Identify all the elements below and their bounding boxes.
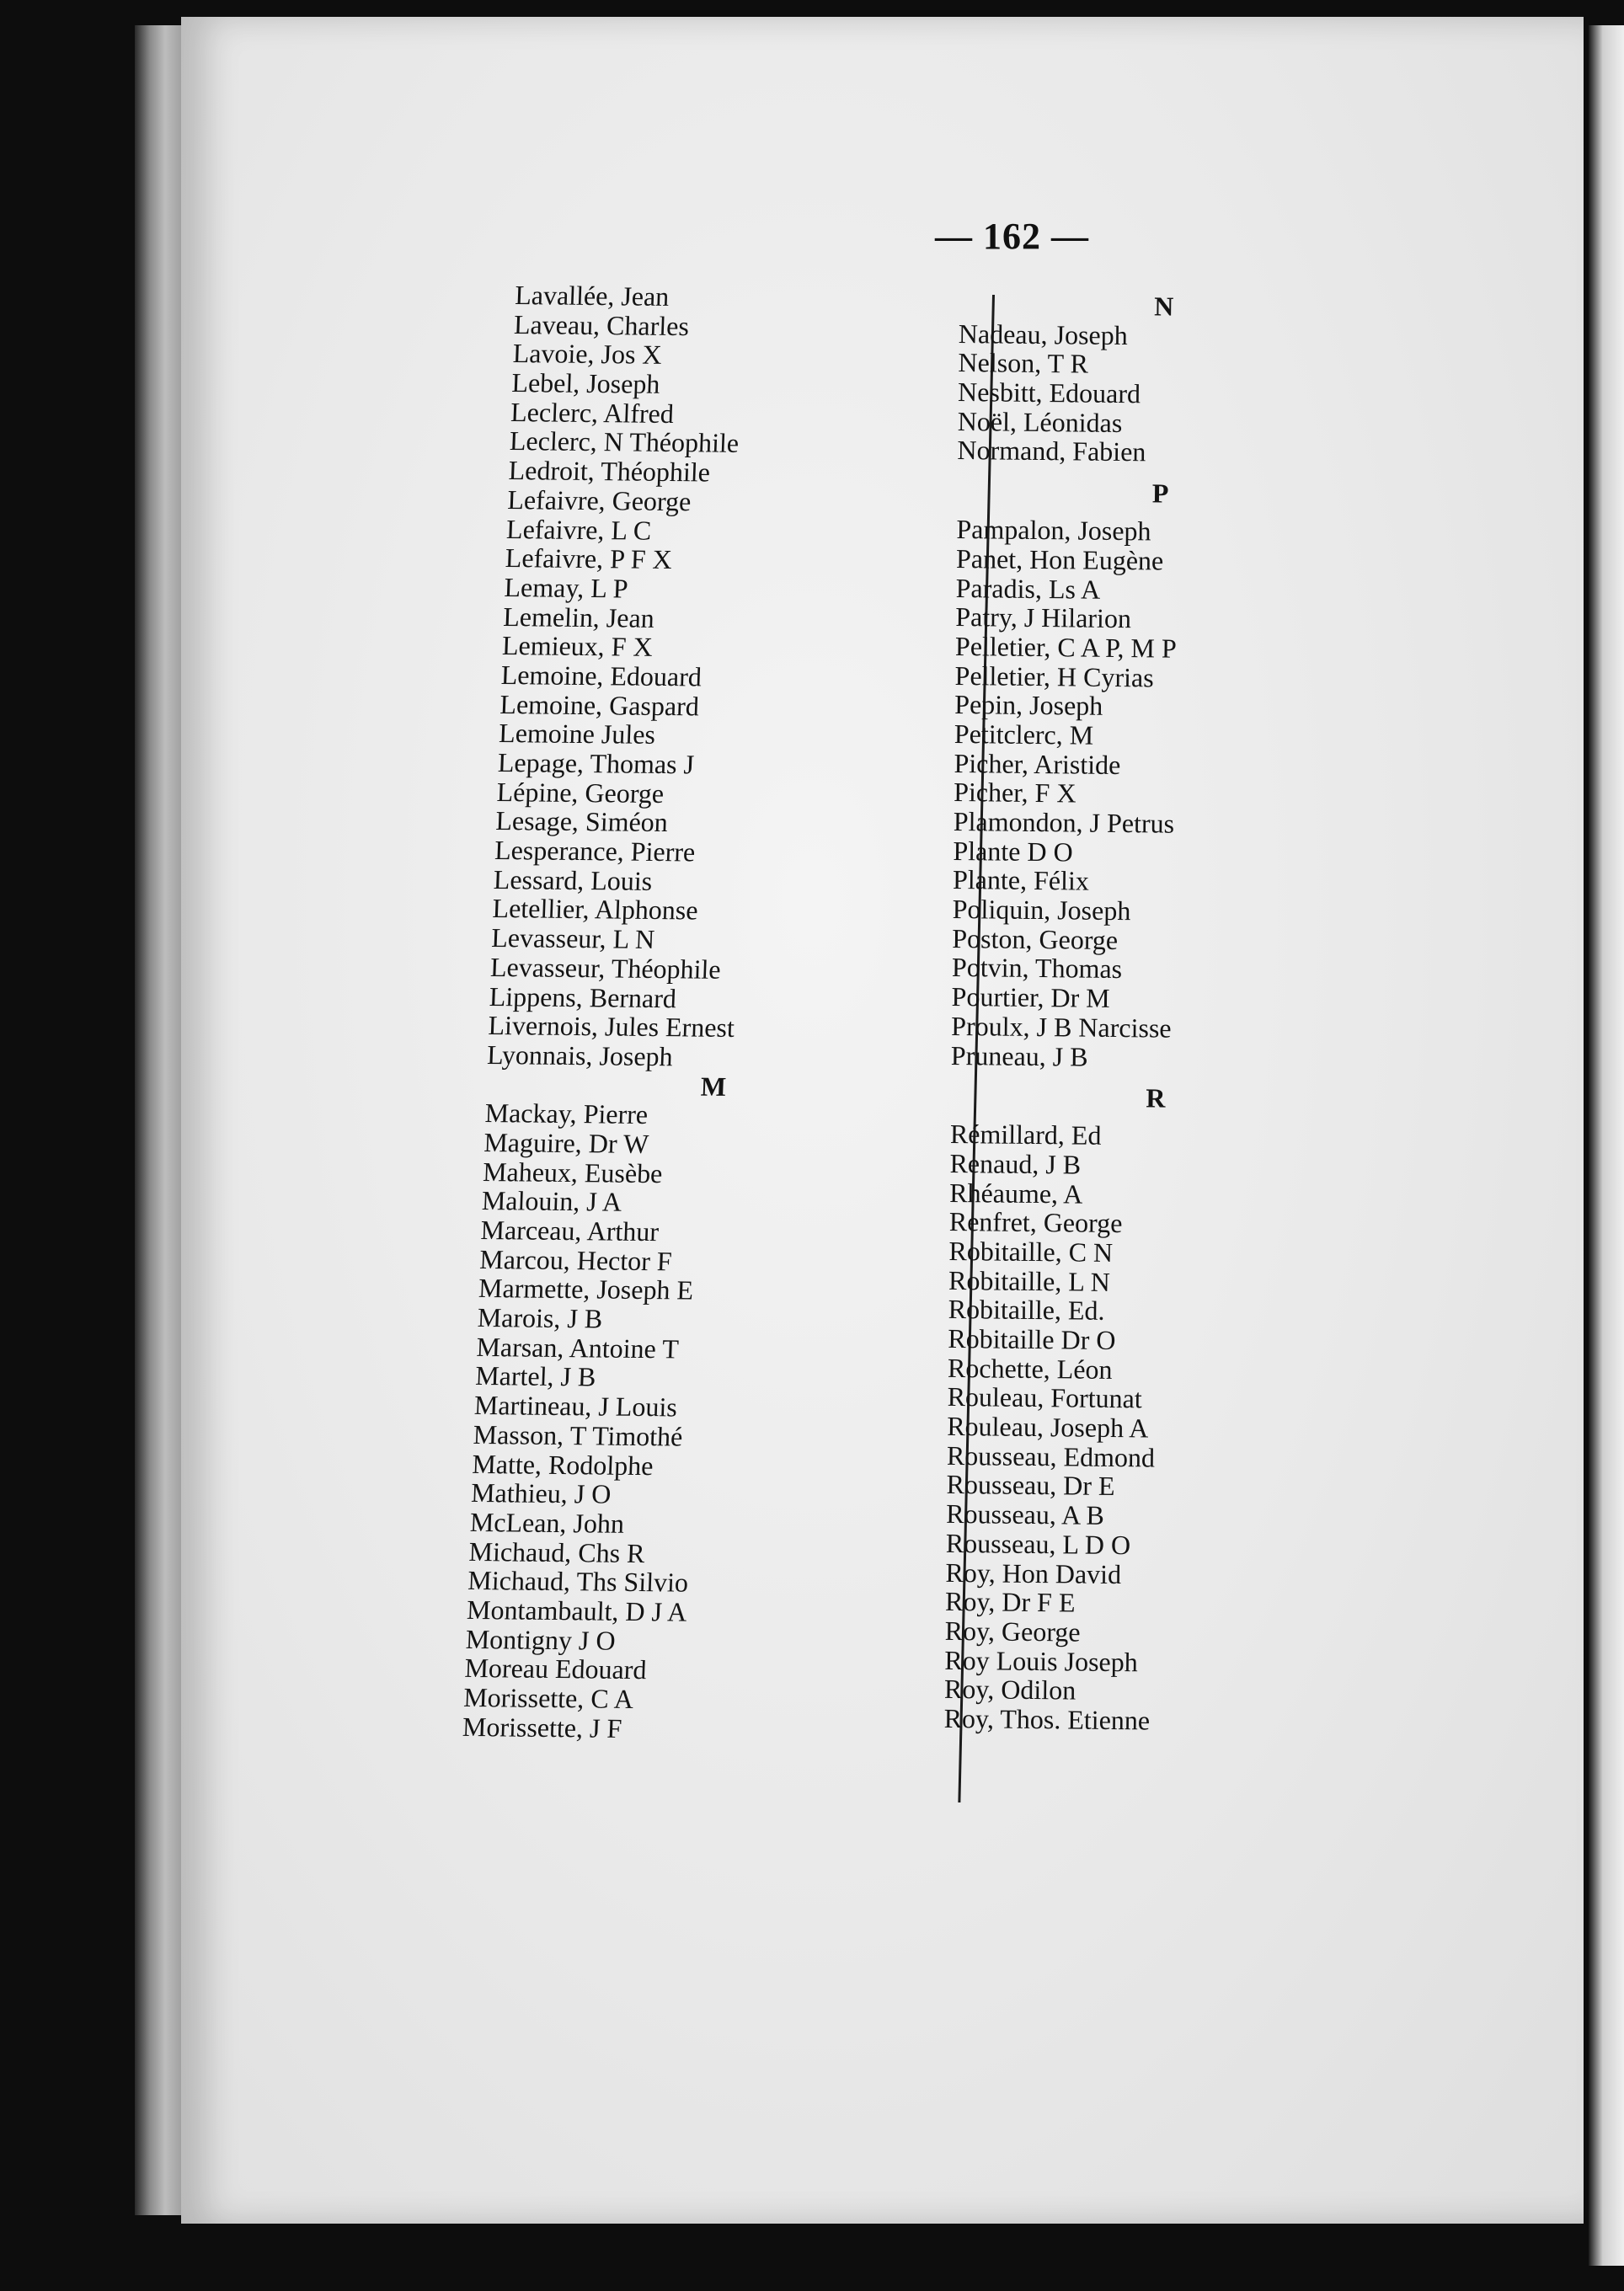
- list-item: Lemoine, Edouard: [500, 659, 702, 692]
- list-item: Martineau, J Louis: [473, 1390, 678, 1423]
- list-item: Paradis, Ls A: [955, 572, 1101, 605]
- list-item: Roy, Thos. Etienne: [943, 1702, 1151, 1736]
- list-item: Rousseau, A B: [946, 1498, 1104, 1531]
- list-item: Moreau Edouard: [463, 1653, 648, 1685]
- list-item: Plante D O: [953, 835, 1073, 868]
- list-item: Mathieu, J O: [470, 1477, 612, 1509]
- list-item: Lyonnais, Joseph: [486, 1039, 674, 1072]
- section-heading-r: R: [1146, 1082, 1167, 1113]
- list-item: Lepage, Thomas J: [497, 746, 695, 780]
- list-item: Robitaille Dr O: [948, 1322, 1116, 1356]
- list-item: Letellier, Alphonse: [492, 893, 699, 926]
- list-item: Rouleau, Joseph A: [947, 1410, 1149, 1444]
- list-item: Nadeau, Joseph: [958, 318, 1128, 350]
- list-item: Lippens, Bernard: [489, 980, 677, 1013]
- list-item: Nesbitt, Edouard: [957, 376, 1141, 409]
- list-item: Masson, T Timothé: [473, 1418, 684, 1452]
- adjacent-page-edge: [1589, 25, 1624, 2266]
- list-item: Renfret, George: [948, 1206, 1123, 1239]
- list-item: Lemieux, F X: [501, 630, 654, 663]
- list-item: Michaud, Chs R: [468, 1535, 646, 1568]
- right-column: [943, 291, 1179, 1736]
- list-item: Lemay, L P: [504, 571, 629, 604]
- list-item: Picher, F X: [954, 777, 1076, 809]
- list-item: Plante, Félix: [952, 864, 1090, 897]
- list-item: Morissette, C A: [462, 1681, 634, 1715]
- list-item: Lefaivre, P F X: [505, 542, 673, 575]
- list-item: Morissette, J F: [462, 1711, 623, 1744]
- list-item: Patry, J Hilarion: [955, 601, 1132, 634]
- list-item: Maguire, Dr W: [483, 1126, 649, 1159]
- list-item: Martel, J B: [474, 1360, 597, 1392]
- list-item: Poston, George: [952, 922, 1119, 955]
- list-item: Lebel, Joseph: [510, 367, 661, 399]
- list-item: Robitaille, Ed.: [948, 1294, 1105, 1327]
- list-item: Roy, George: [944, 1615, 1081, 1647]
- list-item: Michaud, Ths Silvio: [467, 1565, 689, 1598]
- list-item: Marmette, Joseph E: [478, 1273, 694, 1306]
- list-item: Pepin, Joseph: [954, 689, 1103, 722]
- list-item: Marceau, Arthur: [480, 1214, 660, 1247]
- list-item: Rochette, Léon: [947, 1352, 1113, 1385]
- list-item: Matte, Rodolphe: [471, 1448, 654, 1481]
- list-item: Poliquin, Joseph: [952, 894, 1131, 927]
- list-item: Levasseur, L N: [490, 922, 655, 955]
- list-item: Rousseau, Dr E: [946, 1469, 1115, 1502]
- list-item: Nelson, T R: [958, 347, 1089, 379]
- list-item: Rouleau, Fortunat: [947, 1381, 1142, 1414]
- list-item: Livernois, Jules Ernest: [487, 1010, 735, 1044]
- page-binding-edge: [135, 25, 185, 2215]
- list-item: Lessard, Louis: [493, 863, 653, 896]
- list-item: Pelletier, C A P, M P: [954, 630, 1177, 664]
- list-item: Lépine, George: [496, 776, 665, 809]
- list-item: Malouin, J A: [481, 1185, 622, 1217]
- list-item: Petitclerc, M: [954, 718, 1094, 750]
- list-item: Lefaivre, George: [506, 483, 692, 517]
- list-item: Roy, Odilon: [943, 1674, 1076, 1706]
- list-item: Rhéaume, A: [949, 1177, 1083, 1210]
- list-item: Marois, J B: [477, 1301, 603, 1334]
- list-item: Proulx, J B Narcisse: [951, 1010, 1172, 1044]
- list-item: Potvin, Thomas: [951, 952, 1123, 985]
- list-item: Noël, Léonidas: [957, 405, 1123, 438]
- section-heading-p: P: [1151, 478, 1171, 509]
- list-item: Rousseau, L D O: [945, 1527, 1131, 1561]
- list-item: Laveau, Charles: [513, 308, 690, 341]
- list-item: Lavoie, Jos X: [512, 338, 663, 371]
- list-item: Roy Louis Joseph: [944, 1644, 1138, 1677]
- list-item: McLean, John: [469, 1506, 625, 1539]
- list-item: Pampalon, Joseph: [956, 514, 1151, 547]
- list-item: Pourtier, Dr M: [951, 981, 1110, 1014]
- list-item: Leclerc, Alfred: [510, 396, 675, 429]
- list-item: Lesage, Siméon: [494, 805, 669, 838]
- list-item: Rousseau, Edmond: [946, 1439, 1156, 1473]
- section-heading-m: M: [700, 1071, 729, 1102]
- list-item: Maheux, Eusèbe: [482, 1156, 664, 1188]
- list-item: Montigny J O: [465, 1623, 617, 1656]
- list-item: Pelletier, H Cyrias: [954, 660, 1154, 693]
- list-item: Lemoine, Gaspard: [499, 688, 700, 722]
- list-item: Robitaille, C N: [948, 1235, 1114, 1268]
- list-item: Ledroit, Théophile: [508, 455, 711, 488]
- list-item: Lesperance, Pierre: [494, 835, 696, 868]
- list-item: Normand, Fabien: [957, 435, 1146, 467]
- list-item: Panet, Hon Eugène: [955, 542, 1164, 576]
- list-item: Lemoine Jules: [498, 718, 656, 750]
- list-item: Mackay, Pierre: [484, 1097, 649, 1130]
- section-heading-n: N: [1154, 291, 1176, 322]
- list-item: Rémillard, Ed: [949, 1119, 1102, 1151]
- list-item: Lefaivre, L C: [505, 513, 652, 546]
- list-item: Pruneau, J B: [950, 1039, 1088, 1072]
- list-item: Lavallée, Jean: [514, 280, 670, 312]
- page-number: — 162 —: [935, 216, 1089, 257]
- list-item: Robitaille, L N: [948, 1264, 1110, 1297]
- list-item: Picher, Aristide: [954, 747, 1121, 780]
- list-item: Marcou, Hector F: [478, 1243, 673, 1277]
- list-item: Roy, Hon David: [945, 1557, 1122, 1589]
- list-item: Roy, Dr F E: [944, 1586, 1076, 1618]
- list-item: Marsan, Antoine T: [475, 1331, 680, 1364]
- list-item: Levasseur, Théophile: [489, 951, 722, 985]
- list-item: Renaud, J B: [949, 1147, 1082, 1180]
- list-item: Plamondon, J Petrus: [953, 805, 1175, 839]
- list-item: Montambault, D J A: [466, 1594, 688, 1627]
- list-item: Leclerc, N Théophile: [509, 425, 740, 459]
- list-item: Lemelin, Jean: [502, 601, 655, 633]
- document-page: [181, 17, 1584, 2224]
